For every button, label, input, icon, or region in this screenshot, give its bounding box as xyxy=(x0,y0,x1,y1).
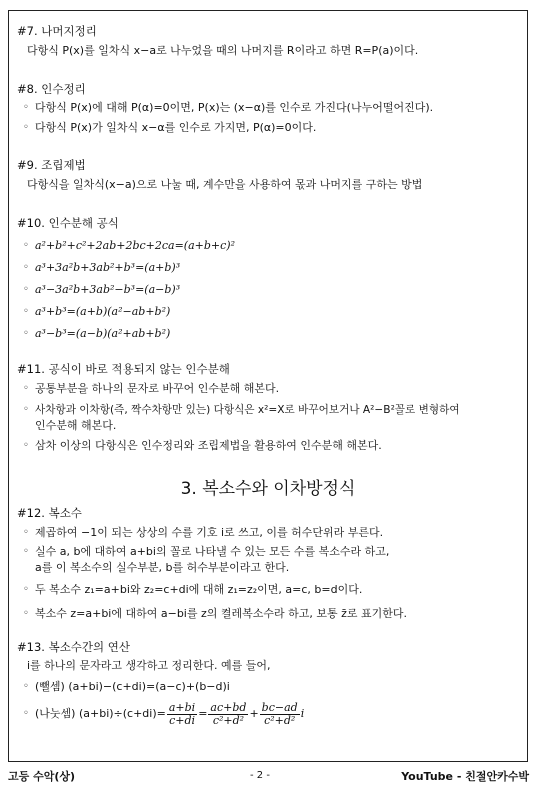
heading-12: #12. 복소수 xyxy=(17,506,82,520)
bullet-13-2 xyxy=(17,699,521,729)
page-number: - 2 - xyxy=(250,770,270,781)
plus-sign: + xyxy=(249,707,259,720)
heading-8: #8. 인수정리 xyxy=(17,82,86,96)
heading-10: #10. 인수분해 공식 xyxy=(17,216,119,230)
bullet-12-3: ◦ 두 복소수 z₁=a+bi와 z₂=c+di에 대해 z₁=z₂이면, a=c, b=d이다. xyxy=(17,582,521,598)
bullet-13-1: ◦ (뺄셈) (a+bi)−(c+di)=(a−c)+(b−d)i xyxy=(17,679,521,695)
bullet-8-2: ◦ 다항식 P(x)가 일차식 x−α를 인수로 가지면, P(α)=0이다. xyxy=(17,120,521,136)
section-10 xyxy=(17,215,521,345)
text-13: i를 하나의 문자라고 생각하고 정리한다. 예를 들어, xyxy=(27,659,271,672)
heading-9: #9. 조립제법 xyxy=(17,158,86,172)
section-11 xyxy=(17,361,521,454)
heading-11: #11. 공식이 바로 적용되지 않는 인수분해 xyxy=(17,362,230,376)
page-frame xyxy=(8,10,528,762)
section-9 xyxy=(17,157,521,193)
page-footer xyxy=(0,766,537,784)
formula-10-4: ◦ a³+b³=(a+b)(a²−ab+b²) xyxy=(17,301,521,323)
footer-right: YouTube - 친절안카수박 xyxy=(401,770,529,783)
bullet-11-2-cont: 인수분해 해본다. xyxy=(35,419,117,432)
heading-13: #13. 복소수간의 연산 xyxy=(17,640,130,654)
heading-7: #7. 나머지정리 xyxy=(17,24,97,38)
bullet-11-1: ◦ 공통부분을 하나의 문자로 바꾸어 인수분해 해본다. xyxy=(17,381,521,397)
bullet-12-2: ◦ 실수 a, b에 대하여 a+bi의 꼴로 나타낼 수 있는 모든 수를 복소수라 하고, xyxy=(17,544,521,560)
bullet-11-3: ◦ 삼차 이상의 다항식은 인수정리와 조립제법을 활용하여 인수분해 해본다. xyxy=(17,438,521,454)
section-7 xyxy=(17,23,521,59)
section-12 xyxy=(17,505,521,622)
formula-10-3: ◦ a³−3a²b+3ab²−b³=(a−b)³ xyxy=(17,279,521,301)
formula-10-5: ◦ a³−b³=(a−b)(a²+ab+b²) xyxy=(17,323,521,345)
section-13 xyxy=(17,639,521,729)
bullet-11-2: ◦ 사차항과 이차항(즉, 짝수차항만 있는) 다항식은 x²=X로 바꾸어보거나 A²−B²꼴로 변형하여 xyxy=(17,402,521,418)
fraction-1: $\frac{a+bi}{c+di}$ xyxy=(168,700,196,727)
division-label: (나눗셈) (a+bi)÷(c+di)= xyxy=(35,707,166,720)
bullet-12-2-cont: a를 이 복소수의 실수부분, b를 허수부분이라고 한다. xyxy=(35,561,290,574)
bullet-12-1: ◦ 제곱하여 −1이 되는 상상의 수를 기호 i로 쓰고, 이를 허수단위라 부른다. xyxy=(17,525,521,541)
text-7: 다항식 P(x)를 일차식 x−a로 나누었을 때의 나머지를 R이라고 하면 R=P(a)이다. xyxy=(27,44,419,57)
fraction-2: $\frac{ac+bd}{\text{c²+d²}}$ xyxy=(210,700,247,727)
formula-10-1: ◦ a²+b²+c²+2ab+2bc+2ca=(a+b+c)² xyxy=(17,235,521,257)
formula-10-2: ◦ a³+3a²b+3ab²+b³=(a+b)³ xyxy=(17,257,521,279)
equals-sign: = xyxy=(198,707,208,720)
fraction-3: $\frac{bc-ad}{\text{c²+d²}}$ xyxy=(261,700,298,727)
section-8 xyxy=(17,81,521,136)
bullet-12-4: ◦ 복소수 z=a+bi에 대하여 a−bi를 z의 켤레복소수라 하고, 보통 z̄로 표기한다. xyxy=(17,606,521,622)
imaginary-unit: i xyxy=(300,707,305,720)
chapter-title: 3. 복소수와 이차방정식 xyxy=(180,479,356,499)
text-9: 다항식을 일차식(x−a)으로 나눌 때, 계수만을 사용하여 몫과 나머지를 구하는 방법 xyxy=(27,178,423,191)
bullet-8-1: ◦ 다항식 P(x)에 대해 P(α)=0이면, P(x)는 (x−α)를 인수로 가진다(나누어떨어진다). xyxy=(17,100,521,116)
footer-left: 고등 수악(상) xyxy=(8,770,76,783)
